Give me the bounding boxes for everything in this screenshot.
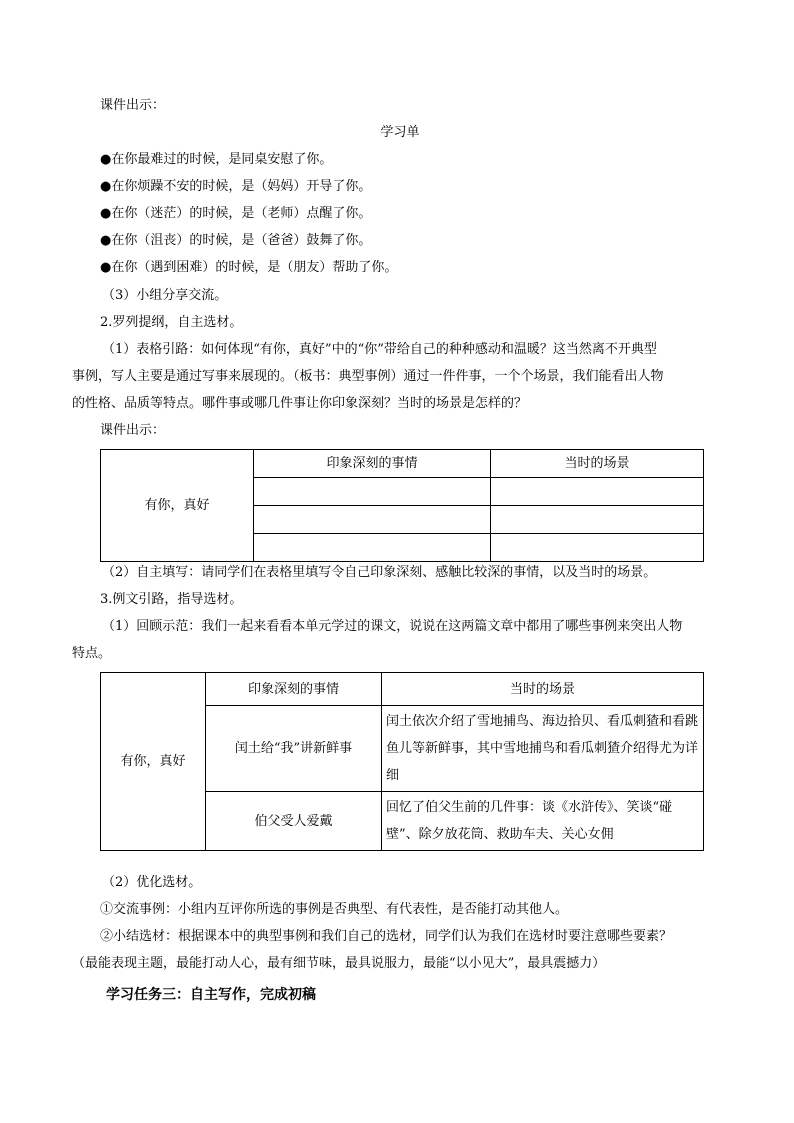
paragraph: 事例，写人主要是通过写事来展现的。（板书：典型事例）通过一件件事，一个个场景，我们能看出人物 (72, 369, 664, 384)
table-cell-event: 伯父受人爱戴 (206, 792, 382, 851)
table-cell-blank (254, 478, 491, 506)
table-cell-blank (491, 534, 704, 562)
task-heading: 学习任务三：自主写作，完成初稿 (106, 987, 316, 1003)
table-row-header: 有你，真好 (101, 450, 254, 562)
table-cell-blank (254, 534, 491, 562)
worksheet-bullet: ●在你烦躁不安的时候，是（妈妈）开导了你。 (100, 179, 372, 194)
paragraph: ①交流事例：小组内互评你所选的事例是否典型、有代表性，是否能打动其他人。 (100, 902, 569, 917)
table-cell-blank (491, 478, 704, 506)
table-cell-scene: 闰土依次介绍了雪地捕鸟、海边拾贝、看瓜刺猹和看跳鱼儿等新鲜事，其中雪地捕鸟和看瓜刺猹介绍得尤为详细 (382, 706, 704, 792)
worksheet-bullet: ●在你（遇到困难）的时候，是（朋友）帮助了你。 (100, 260, 398, 275)
paragraph: （2）自主填写：请同学们在表格里填写令自己印象深刻、感触比较深的事情，以及当时的场景。 (102, 565, 657, 580)
example-table (100, 672, 704, 851)
paragraph: （1）回顾示范：我们一起来看看本单元学过的课文，说说在这两篇文章中都用了哪些事例来突出人物 (102, 619, 683, 634)
table-column-header: 印象深刻的事情 (254, 450, 491, 478)
table-column-header: 当时的场景 (491, 450, 704, 478)
paragraph: ②小结选材：根据课本中的典型事例和我们自己的选材，同学们认为我们在选材时要注意哪些要素？ (100, 929, 673, 944)
courseware-label: 课件出示： (100, 98, 166, 113)
table-row-header: 有你，真好 (101, 673, 206, 851)
paragraph: （1）表格引路：如何体现“有你，真好”中的“你”带给自己的种种感动和温暖？这当然离不开典型 (102, 342, 657, 357)
worksheet-bullet: ●在你最难过的时候，是同桌安慰了你。 (100, 152, 333, 167)
section-heading: 3.例文引路，指导选材。 (100, 592, 243, 607)
table-cell-event: 闰土给“我”讲新鲜事 (206, 706, 382, 792)
paragraph: （2）优化选材。 (102, 875, 202, 890)
paragraph: 的性格、品质等特点。哪件事或哪几件事让你印象深刻？当时的场景是怎样的？ (72, 396, 528, 411)
table-column-header: 印象深刻的事情 (206, 673, 382, 706)
table-cell-scene: 回忆了伯父生前的几件事：谈《水浒传》、笑谈“碰壁”、除夕放花筒、救助车夫、关心女佣 (382, 792, 704, 851)
empty-fill-table (100, 449, 704, 562)
section-heading: 2.罗列提纲，自主选材。 (100, 315, 243, 330)
paragraph: （3）小组分享交流。 (102, 288, 228, 303)
table-cell-blank (491, 506, 704, 534)
courseware-label: 课件出示： (100, 423, 166, 438)
worksheet-bullet: ●在你（迷茫）的时候，是（老师）点醒了你。 (100, 206, 372, 221)
paragraph: 特点。 (72, 646, 112, 661)
worksheet-title: 学习单 (380, 125, 420, 140)
worksheet-bullet: ●在你（沮丧）的时候，是（爸爸）鼓舞了你。 (100, 233, 372, 248)
paragraph: （最能表现主题，最能打动人心，最有细节味，最具说服力，最能“以小见大”，最具震撼力） (72, 956, 606, 971)
table-column-header: 当时的场景 (382, 673, 704, 706)
table-cell-blank (254, 506, 491, 534)
